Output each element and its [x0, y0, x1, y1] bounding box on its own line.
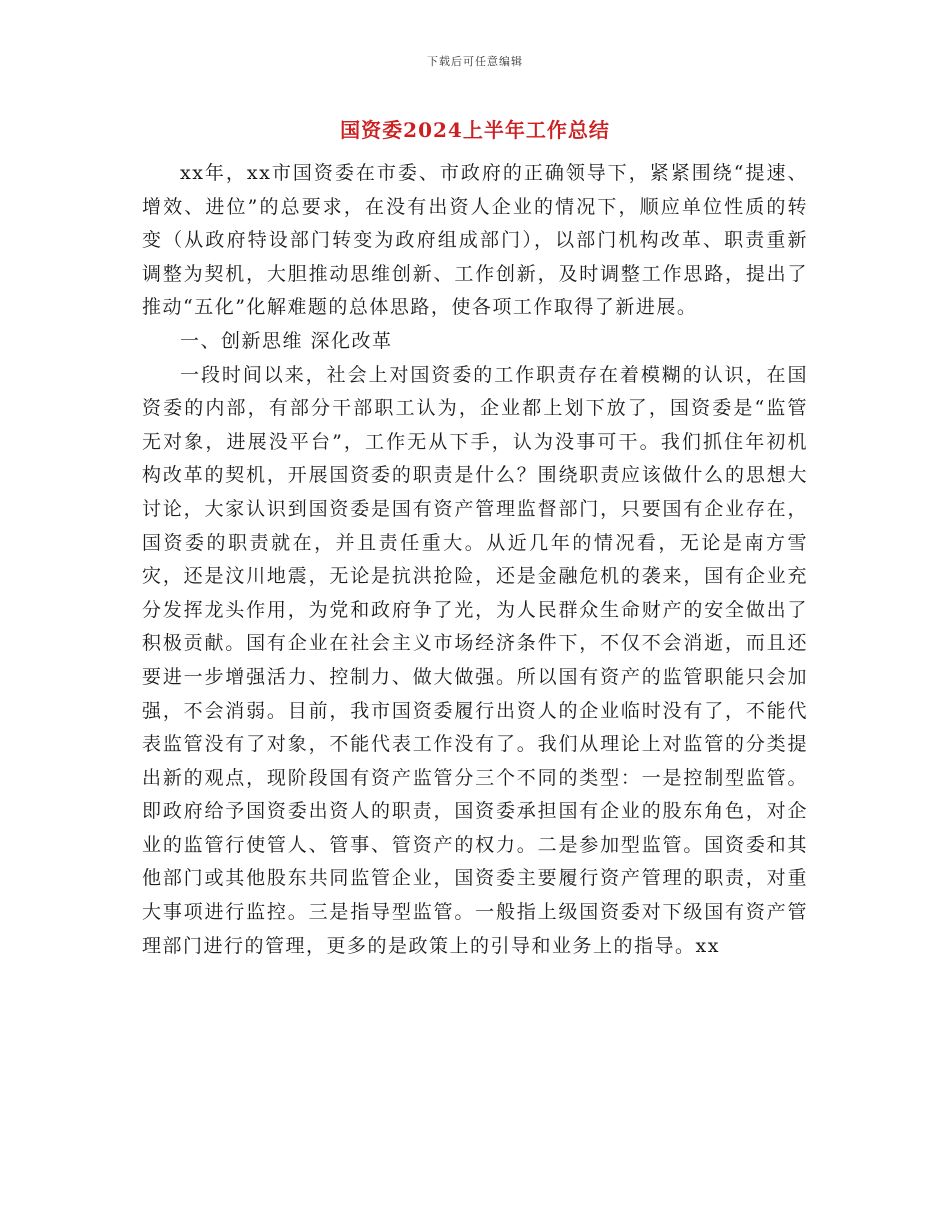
section-heading: 一、创新思维 深化改革	[180, 329, 393, 352]
header-note: 下载后可任意编辑	[427, 55, 523, 68]
document-body	[142, 157, 808, 963]
document-title: 国资委2024上半年工作总结	[340, 118, 610, 142]
intro-paragraph: xx年，xx市国资委在市委、市政府的正确领导下，紧紧围绕“提速、增效、进位”的总要求，在没有出资人企业的情况下，顺应单位性质的转变（从政府特设部门转变为政府组成部门），以部门机构改革、职责重新调整为契机，大胆推动思维创新、工作创新，及时调整工作思路，提出了推动“五化”化解难题的总体思路，使各项工作取得了新进展。	[142, 162, 808, 319]
body-paragraph: 一段时间以来，社会上对国资委的工作职责存在着模糊的认识，在国资委的内部，有部分干部职工认为，企业都上划下放了，国资委是“监管无对象，进展没平台”，工作无从下手，认为没事可干。我们抓住年初机构改革的契机，开展国资委的职责是什么？围绕职责应该做什么的思想大讨论，大家认识到国资委是国有资产管理监督部门，只要国有企业存在，国资委的职责就在，并且责任重大。从近几年的情况看，无论是南方雪灾，还是汶川地震，无论是抗洪抢险，还是金融危机的袭来，国有企业充分发挥龙头作用，为党和政府争了光，为人民群众生命财产的安全做出了积极贡献。国有企业在社会主义市场经济条件下，不仅不会消逝，而且还要进一步增强活力、控制力、做大做强。所以国有资产的监管职能只会加强，不会消弱。目前，我市国资委履行出资人的企业临时没有了，不能代表监管没有了对象，不能代表工作没有了。我们从理论上对监管的分类提出新的观点，现阶段国有资产监管分三个不同的类型：一是控制型监管。即政府给予国资委出资人的职责，国资委承担国有企业的股东角色，对企业的监管行使管人、管事、管资产的权力。二是参加型监管。国资委和其他部门或其他股东共同监管企业，国资委主要履行资产管理的职责，对重大事项进行监控。三是指导型监管。一般指上级国资委对下级国有资产管理部门进行的管理，更多的是政策上的引导和业务上的指导。xx	[142, 363, 808, 957]
